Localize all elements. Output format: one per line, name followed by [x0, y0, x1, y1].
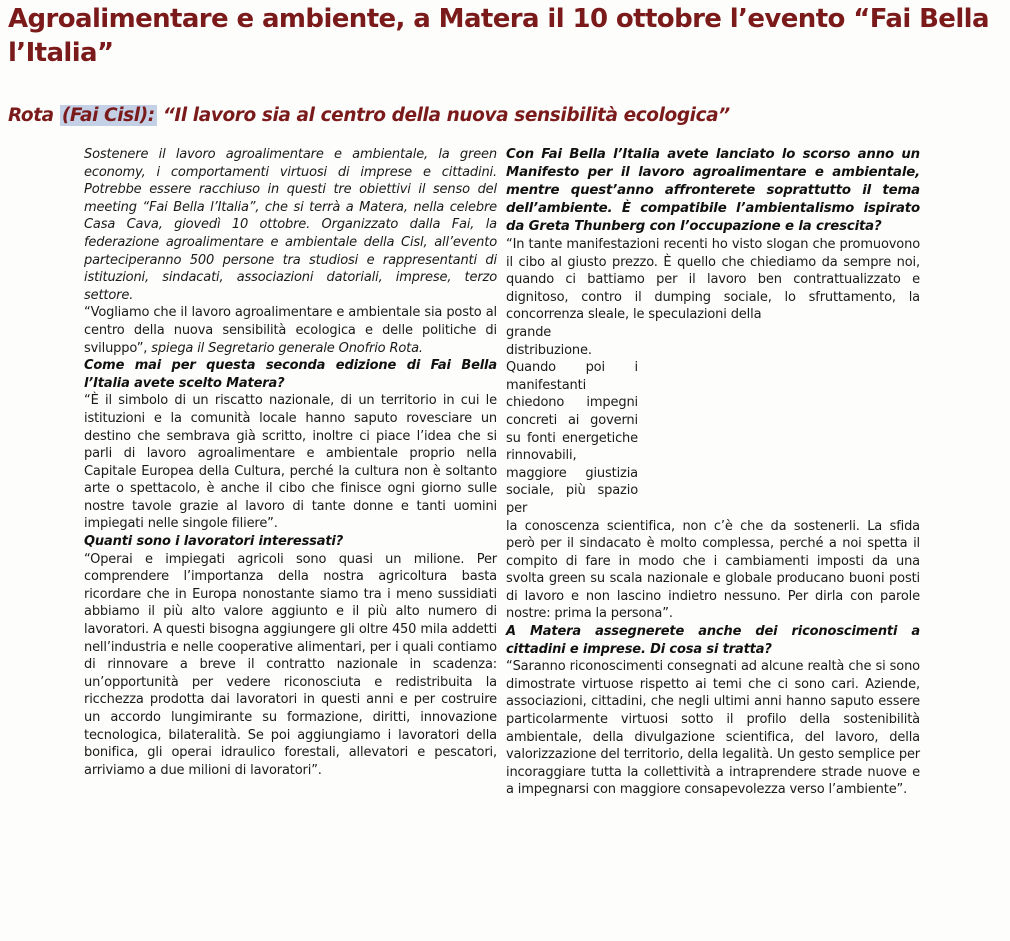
- rota-quote: “Vogliamo che il lavoro agroalimentare e ambientale sia posto al centro della nuova sensibilità ecologica e delle politiche di sviluppo”,: [84, 305, 497, 356]
- answer-2: “Operai e impiegati agricoli sono quasi un milione. Per comprendere l’importanza della nostra agricoltura basta ricordare che in Europa nonostante siamo tra i meno sussidiati abbiamo il più alto valore aggiunto e il più alto numero di lavoratori. A questi bisogna aggiungere gli oltre 450 mila addetti nell’industria e nelle cooperative alimentari, per i quali contiamo di rinnovare a breve il contratto nazionale in scadenza: un’opportunità per vedere riconosciuta e redistribuita la ricchezza prodotta dai lavoratori in questi anni e per costruire un accordo lungimirante su formazione, diritti, innovazione tecnologica, bilateralità. Se poi aggiungiamo i lavoratori della bonifica, gli operai idraulico forestali, allevatori e pescatori, arriviamo a due milioni di lavoratori”.: [84, 551, 497, 778]
- answer-3-part-2: grande distribuzione. Quando poi i manifestanti chiedono impegni concreti ai governi su fonti energetiche rinnovabili, maggiore giustizia sociale, più spazio per: [506, 324, 638, 516]
- subhead-quote: “Il lavoro sia al centro della nuova sensibilità ecologica”: [156, 105, 730, 126]
- right-column: [506, 146, 920, 799]
- answer-3-part-1: “In tante manifestazioni recenti ho visto slogan che promuovono il cibo al giusto prezzo. È quello che chiediamo da sempre noi, quando ci battiamo per il lavoro ben contrattualizzato e dignitoso, contro il dumping sociale, lo sfruttamento, la concorrenza sleale, le speculazioni della: [506, 237, 920, 323]
- question-2: Quanti sono i lavoratori interessati?: [84, 534, 344, 550]
- subhead-highlight: (Fai Cisl):: [61, 105, 155, 126]
- intro-paragraph: Sostenere il lavoro agroalimentare e ambientale, la green economy, i comportamenti virtuosi di imprese e cittadini. Potrebbe essere racchiuso in questi tre obiettivi il senso del meeting “Fai Bella l’Italia”, che si terrà a Matera, nella celebre Casa Cava, giovedì 10 ottobre. Organizzato dalla Fai, la federazione agroalimentare e ambientale della Cisl, all’evento parteciperanno 500 persone tra studiosi e rappresentanti di istituzioni, sindacati, associazioni datoriali, imprese, terzo settore.: [84, 147, 497, 303]
- rota-quote-paragraph: [84, 304, 497, 357]
- answer-3-part-3: la conoscenza scientifica, non c’è che da sostenerli. La sfida però per il sindacato è molto complessa, perché a noi spetta il compito di fare in modo che i cambiamenti imposti da una svolta green su scala nazionale e globale producano buoni posti di lavoro e non lascino indietro nessuno. Per dirla con parole nostre: prima la persona”.: [506, 518, 920, 622]
- article-subheadline: [8, 103, 1006, 129]
- answer-1: “È il simbolo di un riscatto nazionale, di un territorio in cui le istituzioni e la comunità locale hanno saputo rovesciare un destino che sembrava già scritto, inoltre ci piace l’idea che si parli di lavoro agroalimentare e ambientale proprio nella Capitale Europea della Cultura, perché la cultura non è soltanto arte o spettacolo, è anche il cibo che finisce ogni giorno sulle nostre tavole grazie al lavoro di tante donne e tanti uomini impiegati nelle singole filiere”.: [84, 393, 497, 532]
- subhead-prefix: Rota: [8, 105, 60, 126]
- question-3: Con Fai Bella l’Italia avete lanciato lo scorso anno un Manifesto per il lavoro agroalimentare e ambientale, mentre quest’anno affronterete soprattutto il tema dell’ambiente. È compatibile l’ambientalismo ispirato da Greta Thunberg con l’occupazione e la crescita?: [506, 147, 920, 234]
- question-1: Come mai per questa seconda edizione di Fai Bella l’Italia avete scelto Matera?: [84, 358, 497, 391]
- answer-4: “Saranno riconoscimenti consegnati ad alcune realtà che si sono dimostrate virtuose rispetto ai temi che ci sono cari. Aziende, associazioni, cittadini, che negli ultimi anni hanno saputo essere particolarmente virtuosi sotto il profilo della sostenibilità ambientale, della divulgazione scientifica, del lavoro, della valorizzazione del territorio, della legalità. Un gesto semplice per incoraggiare tutta la collettività a intraprendere strade nuove e a impegnarsi con maggiore consapevolezza verso l’ambiente”.: [506, 659, 920, 798]
- rota-quote-attribution: spiega il Segretario generale Onofrio Rota.: [147, 340, 423, 356]
- article-headline: Agroalimentare e ambiente, a Matera il 10 ottobre l’evento “Fai Bella l’Italia”: [8, 4, 989, 68]
- question-4: A Matera assegnerete anche dei riconoscimenti a cittadini e imprese. Di cosa si tratta?: [506, 624, 920, 657]
- left-column: [84, 146, 497, 779]
